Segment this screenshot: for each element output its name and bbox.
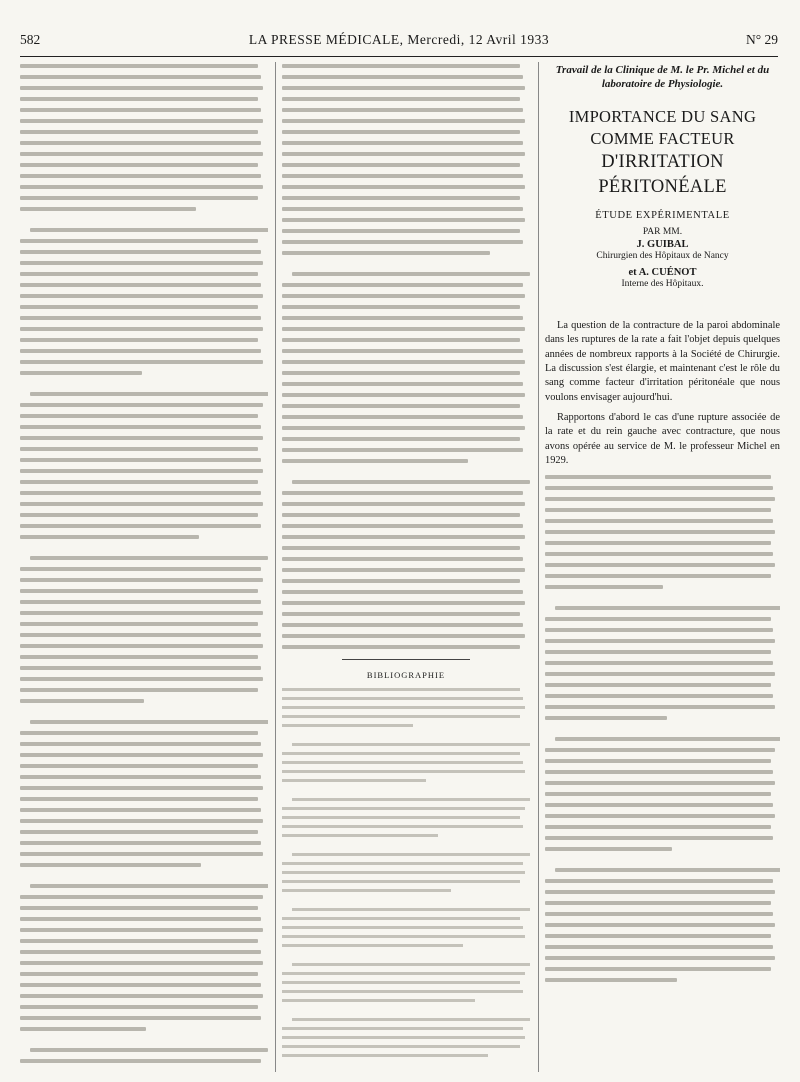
text-line bbox=[282, 697, 523, 700]
text-line bbox=[545, 967, 771, 971]
text-line bbox=[20, 97, 258, 101]
text-line bbox=[282, 1045, 520, 1048]
text-line bbox=[282, 926, 523, 929]
text-line bbox=[20, 250, 261, 254]
text-line bbox=[282, 546, 520, 550]
text-line bbox=[20, 830, 258, 834]
text-line bbox=[282, 349, 523, 353]
text-line bbox=[282, 251, 490, 255]
text-line bbox=[20, 64, 258, 68]
text-line bbox=[282, 448, 523, 452]
institution-label: Travail de la Clinique de M. le Pr. Michel et du laboratoire de Physiologie. bbox=[555, 64, 770, 90]
text-line bbox=[282, 491, 523, 495]
text-line bbox=[282, 393, 525, 397]
text-line bbox=[282, 86, 525, 90]
text-line bbox=[545, 486, 773, 490]
text-line bbox=[20, 808, 261, 812]
text-line bbox=[282, 338, 520, 342]
author-name: et A. CUÉNOT bbox=[628, 266, 697, 278]
article-title-line-1: IMPORTANCE DU SANG bbox=[568, 106, 757, 126]
text-line bbox=[20, 786, 263, 790]
text-line bbox=[282, 1027, 523, 1030]
text-line bbox=[545, 901, 771, 905]
text-line bbox=[282, 999, 475, 1002]
text-line bbox=[545, 792, 771, 796]
text-line bbox=[20, 403, 263, 407]
text-line bbox=[20, 108, 261, 112]
text-line bbox=[292, 272, 530, 276]
text-line bbox=[292, 798, 530, 801]
text-line bbox=[545, 617, 771, 621]
text-line bbox=[545, 530, 775, 534]
text-line bbox=[20, 917, 261, 921]
text-line bbox=[282, 502, 525, 506]
text-line bbox=[20, 961, 263, 965]
text-line bbox=[282, 862, 523, 865]
text-line bbox=[20, 535, 199, 539]
page-header bbox=[20, 28, 778, 57]
text-line bbox=[20, 283, 261, 287]
text-line bbox=[545, 912, 773, 916]
text-line bbox=[20, 86, 263, 90]
text-line bbox=[282, 119, 525, 123]
text-line bbox=[20, 677, 263, 681]
text-line bbox=[282, 360, 525, 364]
text-line bbox=[20, 1016, 261, 1020]
text-line bbox=[292, 743, 530, 746]
text-line bbox=[545, 639, 775, 643]
text-line bbox=[20, 611, 263, 615]
text-line bbox=[282, 97, 520, 101]
text-line bbox=[545, 716, 667, 720]
article-column bbox=[545, 64, 780, 1072]
text-line bbox=[282, 404, 520, 408]
text-line bbox=[282, 283, 523, 287]
text-line bbox=[282, 163, 520, 167]
text-line bbox=[282, 327, 525, 331]
text-line bbox=[282, 426, 525, 430]
article-title-line-3: D'IRRITATION PÉRITONÉALE bbox=[598, 152, 727, 197]
text-line bbox=[292, 853, 530, 856]
text-column-left bbox=[20, 64, 268, 1072]
text-line bbox=[282, 513, 520, 517]
text-line bbox=[20, 753, 263, 757]
bibliography-heading: BIBLIOGRAPHIE bbox=[366, 670, 446, 680]
text-line bbox=[20, 75, 261, 79]
text-line bbox=[282, 207, 523, 211]
section-divider bbox=[342, 659, 470, 660]
text-line bbox=[545, 803, 773, 807]
text-line bbox=[545, 814, 775, 818]
column-divider bbox=[538, 62, 539, 1072]
text-line bbox=[20, 458, 261, 462]
text-column-middle bbox=[282, 64, 530, 1072]
issue-number: N° 29 bbox=[745, 32, 778, 47]
body-paragraph: La question de la contracture de la paroi abdominale dans les ruptures de la rate a fait l'objet depuis quelques années de nombreux rapports à la Société de Chirurgie. La discussion s'est élargie, et maintenant c'est le rôle du sang comme facteur d'irritation péritonéale que nous voulons envisager aujourd'hui. bbox=[545, 319, 780, 403]
text-line bbox=[282, 724, 413, 727]
text-line bbox=[282, 141, 523, 145]
text-line bbox=[282, 981, 520, 984]
text-line bbox=[20, 425, 261, 429]
author-affiliation: Chirurgien des Hôpitaux de Nancy bbox=[596, 250, 729, 261]
text-line bbox=[282, 240, 523, 244]
page-number: 582 bbox=[20, 32, 41, 47]
text-line bbox=[545, 934, 771, 938]
text-line bbox=[20, 239, 258, 243]
text-line bbox=[282, 229, 520, 233]
text-line bbox=[20, 742, 261, 746]
text-line bbox=[282, 944, 463, 947]
text-line bbox=[555, 868, 780, 872]
text-line bbox=[20, 895, 263, 899]
text-line bbox=[282, 623, 523, 627]
text-line bbox=[545, 519, 773, 523]
text-line bbox=[545, 574, 771, 578]
text-line bbox=[282, 645, 520, 649]
text-line bbox=[20, 119, 263, 123]
text-line bbox=[20, 633, 261, 637]
text-line bbox=[555, 737, 780, 741]
text-line bbox=[282, 715, 520, 718]
text-line bbox=[545, 759, 771, 763]
text-line bbox=[545, 836, 773, 840]
text-line bbox=[20, 1005, 258, 1009]
text-line bbox=[20, 863, 201, 867]
author-name: J. GUIBAL bbox=[636, 238, 689, 250]
text-line bbox=[545, 825, 771, 829]
text-line bbox=[545, 781, 775, 785]
article-title-line-2: COMME FACTEUR bbox=[590, 128, 735, 148]
text-line bbox=[282, 601, 525, 605]
text-line bbox=[20, 655, 258, 659]
text-line bbox=[282, 816, 520, 819]
text-line bbox=[20, 666, 261, 670]
text-line bbox=[282, 880, 520, 883]
text-line bbox=[282, 990, 523, 993]
text-line bbox=[20, 797, 258, 801]
text-line bbox=[282, 871, 525, 874]
text-line bbox=[282, 196, 520, 200]
text-line bbox=[282, 459, 468, 463]
text-line bbox=[20, 447, 258, 451]
text-line bbox=[545, 628, 773, 632]
text-line bbox=[282, 1054, 488, 1057]
text-line bbox=[282, 437, 520, 441]
text-line bbox=[545, 956, 775, 960]
text-line bbox=[20, 600, 261, 604]
text-line bbox=[282, 972, 525, 975]
text-line bbox=[282, 889, 451, 892]
text-line bbox=[20, 1059, 261, 1063]
text-line bbox=[282, 108, 523, 112]
text-line bbox=[30, 884, 268, 888]
text-line bbox=[282, 568, 525, 572]
text-line bbox=[545, 978, 677, 982]
text-line bbox=[20, 327, 263, 331]
text-line bbox=[20, 852, 263, 856]
text-line bbox=[20, 360, 263, 364]
text-line bbox=[545, 650, 771, 654]
text-line bbox=[20, 524, 261, 528]
text-line bbox=[20, 567, 261, 571]
text-line bbox=[545, 508, 771, 512]
text-line bbox=[20, 469, 263, 473]
text-line bbox=[20, 480, 258, 484]
text-line bbox=[20, 141, 261, 145]
text-line bbox=[20, 578, 263, 582]
text-line bbox=[282, 305, 520, 309]
text-line bbox=[282, 612, 520, 616]
text-line bbox=[545, 683, 771, 687]
text-line bbox=[20, 939, 258, 943]
text-line bbox=[30, 228, 268, 232]
text-line bbox=[545, 770, 773, 774]
text-line bbox=[20, 994, 263, 998]
text-line bbox=[282, 64, 520, 68]
text-line bbox=[282, 834, 438, 837]
text-line bbox=[20, 272, 258, 276]
text-line bbox=[282, 415, 523, 419]
text-line bbox=[20, 371, 142, 375]
text-line bbox=[20, 644, 263, 648]
text-line bbox=[545, 552, 773, 556]
text-line bbox=[20, 491, 261, 495]
text-line bbox=[20, 928, 263, 932]
text-line bbox=[282, 382, 523, 386]
text-line bbox=[20, 185, 263, 189]
text-line bbox=[282, 524, 523, 528]
text-line bbox=[292, 963, 530, 966]
text-line bbox=[282, 688, 520, 691]
text-line bbox=[282, 535, 525, 539]
text-line bbox=[20, 207, 196, 211]
text-line bbox=[545, 945, 773, 949]
text-line bbox=[545, 879, 773, 883]
text-line bbox=[20, 338, 258, 342]
journal-title: LA PRESSE MÉDICALE, Mercredi, 12 Avril 1933 bbox=[248, 32, 550, 47]
article-subtitle: ÉTUDE EXPÉRIMENTALE bbox=[595, 209, 730, 221]
text-line bbox=[282, 825, 523, 828]
text-line bbox=[545, 497, 775, 501]
text-line bbox=[545, 705, 775, 709]
text-line bbox=[282, 579, 520, 583]
byline-par: PAR MM. bbox=[642, 226, 683, 237]
text-line bbox=[545, 661, 773, 665]
text-line bbox=[282, 316, 523, 320]
text-line bbox=[282, 634, 525, 638]
text-line bbox=[20, 775, 261, 779]
text-line bbox=[20, 163, 258, 167]
text-line bbox=[545, 847, 672, 851]
text-line bbox=[20, 622, 258, 626]
text-line bbox=[20, 130, 258, 134]
text-line bbox=[30, 392, 268, 396]
text-line bbox=[20, 983, 261, 987]
text-line bbox=[20, 764, 258, 768]
column-divider bbox=[275, 62, 276, 1072]
text-line bbox=[282, 557, 523, 561]
author-affiliation: Interne des Hôpitaux. bbox=[621, 278, 704, 289]
text-line bbox=[282, 174, 523, 178]
text-line bbox=[282, 706, 525, 709]
text-line bbox=[20, 950, 261, 954]
text-line bbox=[20, 513, 258, 517]
text-line bbox=[30, 720, 268, 724]
text-line bbox=[20, 841, 261, 845]
text-line bbox=[20, 819, 263, 823]
text-line bbox=[282, 761, 523, 764]
text-line bbox=[20, 436, 263, 440]
text-line bbox=[20, 349, 261, 353]
text-line bbox=[292, 908, 530, 911]
text-line bbox=[555, 606, 780, 610]
body-paragraph: Rapportons d'abord le cas d'une rupture associée de la rate et du rein gauche avec contracture, que nous avons opérée au service de M. le professeur Michel en 1929. bbox=[545, 412, 780, 467]
text-line bbox=[282, 371, 520, 375]
text-line bbox=[282, 294, 525, 298]
text-line bbox=[545, 748, 775, 752]
text-line bbox=[282, 935, 525, 938]
text-line bbox=[20, 699, 144, 703]
text-line bbox=[545, 563, 775, 567]
text-line bbox=[282, 807, 525, 810]
text-line bbox=[20, 196, 258, 200]
text-line bbox=[282, 770, 525, 773]
text-line bbox=[20, 502, 263, 506]
text-line bbox=[282, 917, 520, 920]
text-line bbox=[20, 294, 263, 298]
text-line bbox=[282, 75, 523, 79]
text-line bbox=[545, 585, 663, 589]
text-line bbox=[282, 130, 520, 134]
text-line bbox=[20, 414, 258, 418]
text-line bbox=[20, 261, 263, 265]
text-line bbox=[20, 906, 258, 910]
text-line bbox=[292, 480, 530, 484]
text-line bbox=[545, 890, 775, 894]
text-line bbox=[20, 972, 258, 976]
text-line bbox=[292, 1018, 530, 1021]
text-line bbox=[20, 174, 261, 178]
text-line bbox=[282, 779, 426, 782]
text-line bbox=[282, 752, 520, 755]
text-line bbox=[20, 731, 258, 735]
text-line bbox=[545, 694, 773, 698]
text-line bbox=[282, 152, 525, 156]
text-line bbox=[20, 589, 258, 593]
text-line bbox=[20, 316, 261, 320]
text-line bbox=[545, 541, 771, 545]
text-line bbox=[545, 475, 771, 479]
text-line bbox=[30, 556, 268, 560]
text-line bbox=[282, 185, 525, 189]
text-line bbox=[282, 590, 523, 594]
text-line bbox=[282, 1036, 525, 1039]
text-line bbox=[20, 1027, 146, 1031]
text-line bbox=[282, 218, 525, 222]
text-line bbox=[20, 688, 258, 692]
text-line bbox=[545, 923, 775, 927]
text-line bbox=[20, 152, 263, 156]
text-line bbox=[30, 1048, 268, 1052]
text-line bbox=[545, 672, 775, 676]
text-line bbox=[20, 305, 258, 309]
